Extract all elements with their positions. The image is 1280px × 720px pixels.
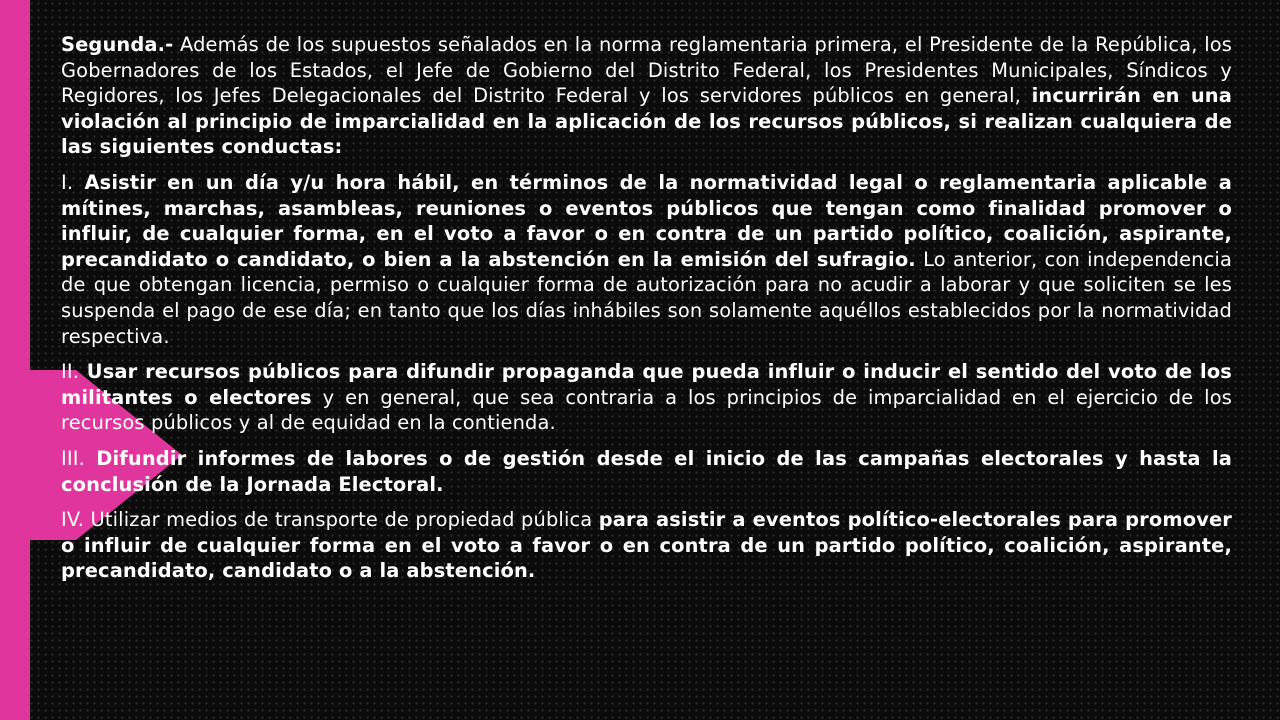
- accent-bar: [0, 0, 30, 720]
- paragraph-label: Segunda.-: [61, 33, 174, 56]
- paragraph-text: Utilizar medios de transporte de propiedad pública: [84, 508, 599, 532]
- paragraph-item-iv: [61, 507, 1232, 584]
- item-number: III.: [61, 446, 85, 470]
- paragraph-text: Además de los supuestos señalados en la norma reglamentaria primera, el Presidente de la República, los Gobernadores de los Estados, el Jefe de Gobierno del Distrito Federal, los Presidentes Municipales, Síndicos y Regidores, los Jefes Delegacionales del Distrito Federal y los servidores públicos en general,: [61, 33, 1232, 108]
- document-body: [61, 32, 1232, 594]
- item-number: I.: [61, 170, 74, 194]
- paragraph-text: y en general, que sea contraria a los principios de imparcialidad en el ejercicio de los recursos públicos y al de equidad en la contienda.: [61, 385, 1232, 435]
- paragraph-segunda: [61, 32, 1232, 160]
- paragraph-bold-text: Usar recursos públicos para difundir propaganda que pueda influir o inducir el sentido del voto de los militantes o electores: [61, 360, 1232, 409]
- item-number: IV.: [61, 508, 85, 532]
- paragraph-text: Lo anterior, con independencia de que obtengan licencia, permiso o cualquier forma de autorización para no acudir a laborar y que soliciten se les suspenda el pago de ese día; en tanto que los días inhábiles son solamente aquéllos establecidos por la normatividad respectiva.: [61, 247, 1232, 348]
- paragraph-bold-text: Asistir en un día y/u hora hábil, en términos de la normatividad legal o reglamentaria aplicable a mítines, marchas, asambleas, reuniones o eventos públicos que tengan como finalidad promover o influir, de cualquier forma, en el voto a favor o en contra de un partido político, coalición, aspirante, precandidato o candidato, o bien a la abstención en la emisión del sufragio.: [61, 170, 1232, 271]
- paragraph-item-iii: [61, 446, 1232, 497]
- paragraph-bold-text: incurrirán en una violación al principio de imparcialidad en la aplicación de los recursos públicos, si realizan cualquiera de las siguientes conductas:: [61, 84, 1232, 159]
- paragraph-bold-text: Difundir informes de labores o de gestión desde el inicio de las campañas electorales y hasta la conclusión de la Jornada Electoral.: [61, 446, 1232, 496]
- item-number: II.: [61, 360, 80, 384]
- paragraph-bold-text: para asistir a eventos político-electorales para promover o influir de cualquier forma en el voto a favor o en contra de un partido político, coalición, aspirante, precandidato, candidato o a la abstención.: [61, 508, 1232, 583]
- paragraph-item-i: [61, 170, 1232, 349]
- paragraph-item-ii: [61, 359, 1232, 436]
